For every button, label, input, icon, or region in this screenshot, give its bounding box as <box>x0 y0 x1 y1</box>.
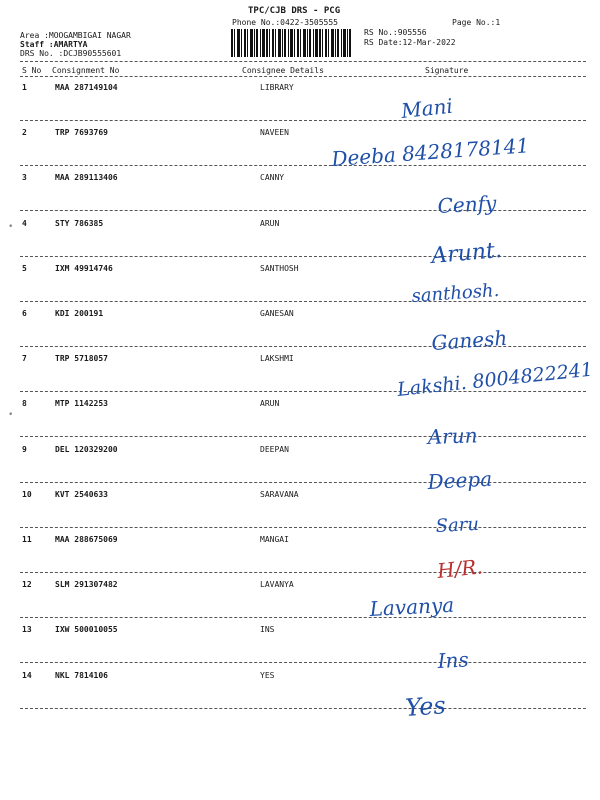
row-sno: 5 <box>22 263 27 273</box>
row-sno: 13 <box>22 625 32 635</box>
column-header-sno: S No <box>22 66 42 75</box>
row-divider <box>20 210 586 211</box>
handwritten-signature: Mani <box>400 93 454 123</box>
handwritten-signature: H/R. <box>436 554 484 583</box>
row-consignee: GANESAN <box>260 309 294 318</box>
row-divider <box>20 436 586 437</box>
row-consignment-no: KDI 200191 <box>55 309 104 318</box>
column-header-signature: Signature <box>425 66 469 75</box>
row-consignee: INS <box>260 625 275 635</box>
drs-number: DRS No. :DCJB90555601 <box>20 49 122 58</box>
row-consignment-no: NKL 7814106 <box>55 670 108 680</box>
handwritten-signature: Cenfy <box>437 190 497 218</box>
column-header-consignment: Consignment No <box>52 66 120 75</box>
handwritten-signature: Lavanya <box>369 592 455 621</box>
row-consignment-no: SLM 291307482 <box>55 580 118 590</box>
row-consignment-no: MTP 1142253 <box>55 399 108 409</box>
handwritten-signature: Ins <box>437 647 470 673</box>
row-divider <box>20 527 586 528</box>
row-consignee: CANNY <box>260 173 285 183</box>
row-divider <box>20 165 586 166</box>
row-consignment-no: MAA 288675069 <box>55 535 118 544</box>
phone-number: Phone No.:0422-3505555 <box>232 18 338 27</box>
sheet-title: TPC/CJB DRS - PCG <box>248 6 341 16</box>
row-divider <box>20 482 586 483</box>
row-sno: 6 <box>22 309 27 318</box>
margin-mark: • <box>8 222 14 232</box>
row-consignment-no: TRP 5718057 <box>55 354 108 364</box>
row-divider <box>20 120 586 121</box>
row-consignee: MANGAI <box>260 535 289 544</box>
handwritten-signature: Ganesh <box>430 325 508 355</box>
handwritten-signature: santhosh. <box>410 279 500 307</box>
handwritten-signature: Saru <box>435 513 480 537</box>
staff-field: Staff :AMARTYA <box>20 40 88 49</box>
row-sno: 1 <box>22 83 27 92</box>
row-divider <box>20 708 586 709</box>
row-sno: 10 <box>22 489 32 499</box>
row-consignee: LIBRARY <box>260 83 294 92</box>
row-consignment-no: KVT 2540633 <box>55 489 108 499</box>
header-divider <box>20 61 586 62</box>
rs-number: RS No.:905556 <box>364 28 427 37</box>
row-consignee: LAKSHMI <box>260 354 294 364</box>
row-sno: 2 <box>22 128 27 138</box>
row-consignee: LAVANYA <box>260 580 294 590</box>
area-field: Area :MOOGAMBIGAI NAGAR <box>20 31 131 40</box>
margin-mark: • <box>8 410 14 420</box>
column-header-consignee: Consignee Details <box>242 66 324 75</box>
handwritten-signature: Arun <box>427 423 478 449</box>
row-divider <box>20 391 586 392</box>
row-consignee: NAVEEN <box>260 128 289 138</box>
row-consignment-no: MAA 289113406 <box>55 173 118 183</box>
row-consignee: SANTHOSH <box>260 263 299 273</box>
handwritten-signature: Deepa <box>427 466 493 494</box>
handwritten-signature: Lakshi. 8004822241 <box>396 358 594 401</box>
handwritten-signature: Deeba 8428178141 <box>330 133 530 171</box>
row-consignee: YES <box>260 670 275 680</box>
row-sno: 12 <box>22 580 32 590</box>
handwritten-signature: Arunt. <box>430 237 503 269</box>
rs-date: RS Date:12-Mar-2022 <box>364 38 456 47</box>
row-sno: 7 <box>22 354 27 364</box>
row-sno: 14 <box>22 670 32 680</box>
row-consignment-no: DEL 120329200 <box>55 444 118 454</box>
row-consignee: ARUN <box>260 399 280 409</box>
row-divider <box>20 617 586 618</box>
row-divider <box>20 572 586 573</box>
row-divider <box>20 301 586 302</box>
column-header-divider <box>20 76 586 77</box>
row-consignment-no: STY 786385 <box>55 218 104 228</box>
row-divider <box>20 346 586 347</box>
row-sno: 3 <box>22 173 27 183</box>
row-sno: 8 <box>22 399 27 409</box>
page-number: Page No.:1 <box>452 18 501 27</box>
row-consignment-no: MAA 287149104 <box>55 83 118 92</box>
row-consignment-no: TRP 7693769 <box>55 128 108 138</box>
row-consignee: DEEPAN <box>260 444 289 454</box>
handwritten-signature: Yes <box>404 691 447 722</box>
row-consignee: SARAVANA <box>260 489 299 499</box>
row-divider <box>20 256 586 257</box>
row-consignee: ARUN <box>260 218 280 228</box>
row-sno: 11 <box>22 535 32 544</box>
row-sno: 4 <box>22 218 27 228</box>
row-consignment-no: IXW 500010055 <box>55 625 118 635</box>
row-consignment-no: IXM 49914746 <box>55 263 113 273</box>
row-sno: 9 <box>22 444 27 454</box>
row-divider <box>20 662 586 663</box>
barcode-icon <box>231 29 351 57</box>
